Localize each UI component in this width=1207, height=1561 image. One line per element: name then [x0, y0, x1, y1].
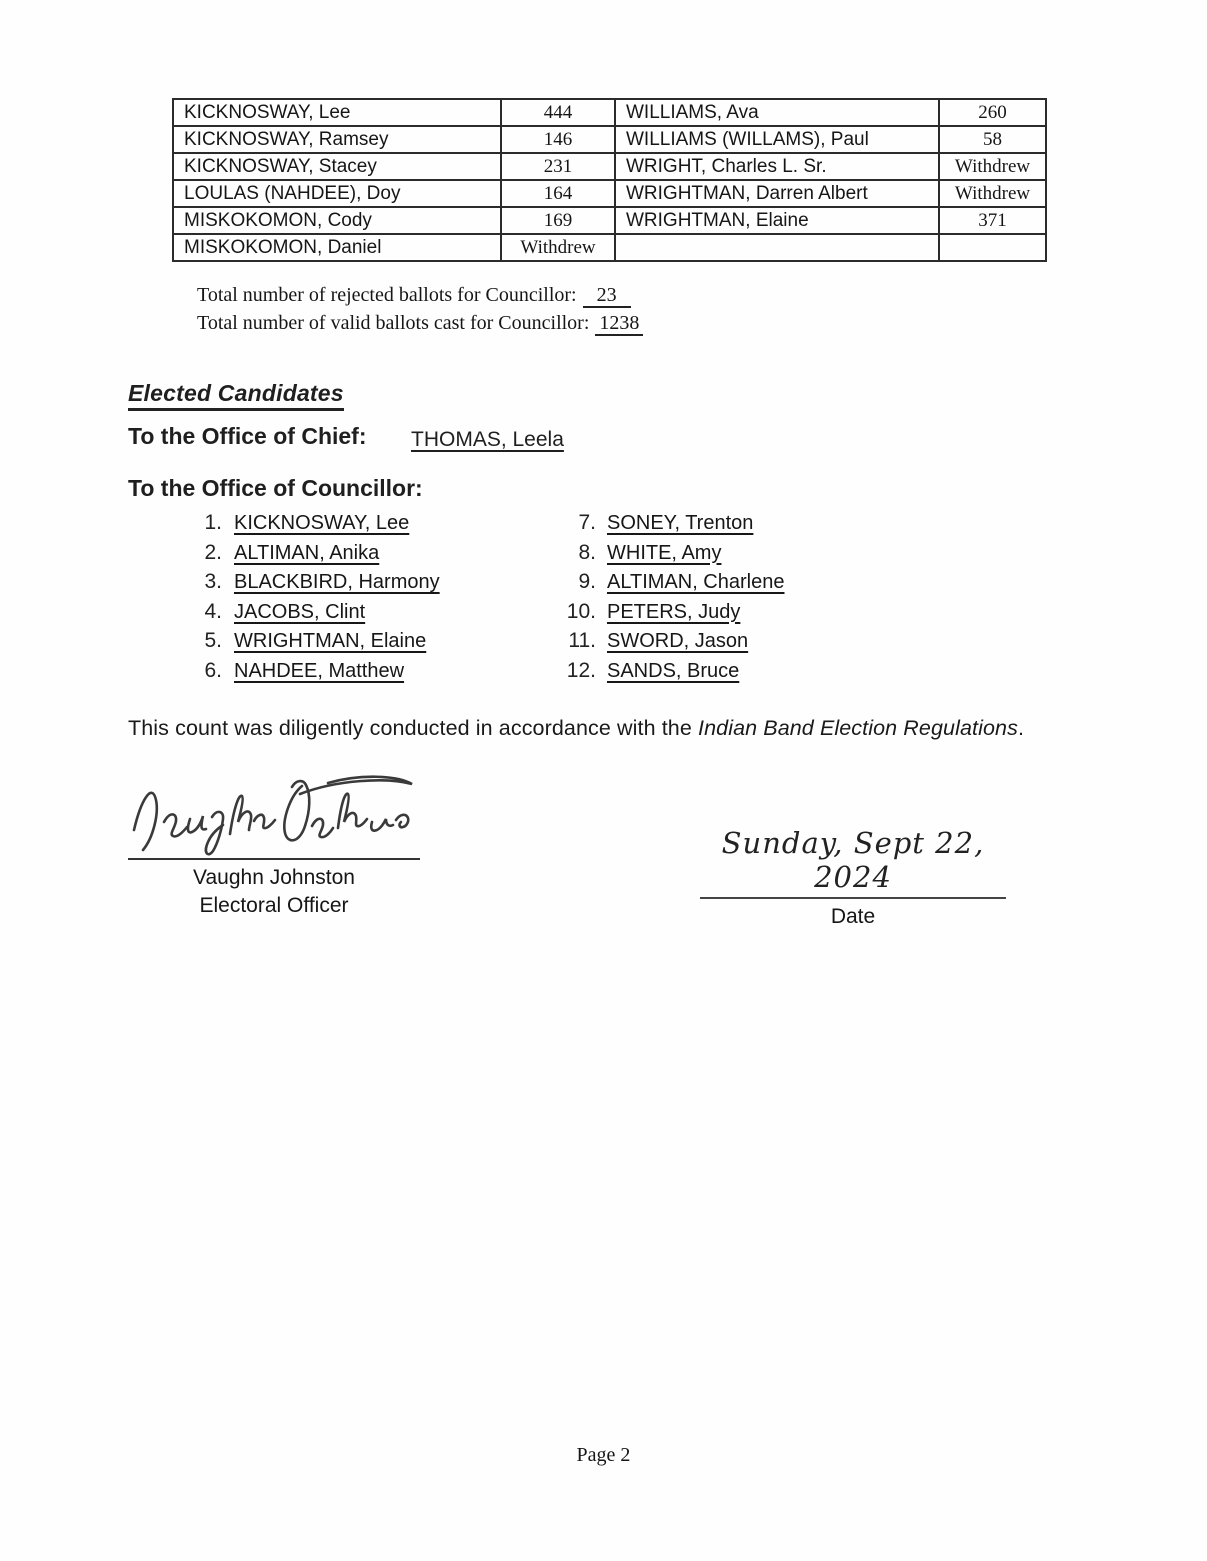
vote-count: 260: [939, 99, 1046, 126]
vote-count: [939, 234, 1046, 261]
table-row: [173, 153, 1046, 180]
list-item: [556, 541, 784, 571]
vote-count: 146: [501, 126, 615, 153]
list-item: [556, 629, 784, 659]
councillor-name: KICKNOSWAY, Lee: [234, 512, 410, 534]
signature-image: [124, 770, 424, 862]
councillor-name: WHITE, Amy: [607, 541, 722, 564]
list-item: [194, 511, 440, 541]
electoral-officer-name: Vaughn Johnston: [193, 866, 355, 889]
councillor-name: WRIGHTMAN, Elaine: [234, 630, 427, 652]
candidate-name: WRIGHT, Charles L. Sr.: [615, 153, 939, 180]
councillor-name: SANDS, Bruce: [607, 659, 740, 682]
statement-prefix: This count was diligently conducted in accordance with the: [128, 716, 698, 740]
valid-ballots-value: 1238: [595, 312, 643, 336]
electoral-officer-title: Electoral Officer: [199, 894, 349, 917]
list-item: [556, 511, 784, 541]
vote-count: 58: [939, 126, 1046, 153]
councillor-name: ALTIMAN, Anika: [234, 541, 380, 564]
elected-candidates-heading: [128, 380, 344, 411]
list-item-number: 2.: [204, 540, 222, 564]
rejected-ballots-value: 23: [583, 284, 631, 308]
councillor-name: BLACKBIRD, Harmony: [234, 571, 440, 593]
councillor-results-table: [172, 98, 1047, 262]
list-item-number: 1.: [204, 511, 222, 534]
signature-line: [128, 858, 420, 860]
councillor-name: NAHDEE, Matthew: [234, 659, 405, 682]
councillor-list-left-column: [194, 511, 440, 688]
list-item: [556, 659, 784, 689]
list-item-number: 5.: [204, 629, 222, 652]
list-item: [194, 541, 440, 571]
rejected-ballots-line: [197, 281, 643, 309]
elected-candidates-heading-text: Elected Candidates: [128, 380, 344, 411]
list-item: [556, 570, 784, 600]
valid-ballots-label: Total number of valid ballots cast for Councillor:: [197, 312, 590, 334]
list-item-number: 3.: [204, 570, 222, 593]
vote-count: 164: [501, 180, 615, 207]
office-of-councillor-label: To the Office of Councillor:: [128, 475, 423, 501]
list-item: [194, 600, 440, 630]
table-row: [173, 126, 1046, 153]
councillor-name: ALTIMAN, Charlene: [607, 571, 785, 593]
vote-count: 231: [501, 153, 615, 180]
table-row: [173, 99, 1046, 126]
date-label: Date: [830, 905, 876, 928]
list-item: [194, 570, 440, 600]
list-item: [556, 600, 784, 630]
vote-count: Withdrew: [501, 234, 615, 261]
table-row: [173, 180, 1046, 207]
attestation-statement: [128, 716, 1024, 741]
ballot-totals: [197, 281, 643, 337]
list-item: [194, 659, 440, 689]
list-item-number: 9.: [578, 570, 596, 593]
councillor-name: SONEY, Trenton: [607, 512, 754, 534]
candidate-name: LOULAS (NAHDEE), Doy: [173, 180, 501, 207]
list-item-number: 6.: [204, 658, 222, 682]
vote-count: Withdrew: [939, 153, 1046, 180]
vote-count: 371: [939, 207, 1046, 234]
candidate-name: KICKNOSWAY, Lee: [173, 99, 501, 126]
office-of-chief-label: To the Office of Chief:: [128, 423, 367, 449]
list-item-number: 11.: [568, 629, 596, 652]
candidate-name: WRIGHTMAN, Darren Albert: [615, 180, 939, 207]
councillor-name: SWORD, Jason: [607, 630, 749, 652]
candidate-name: MISKOKOMON, Daniel: [173, 234, 501, 261]
councillor-name: PETERS, Judy: [607, 600, 741, 623]
elected-chief-name: THOMAS, Leela: [411, 428, 564, 451]
candidate-name: WRIGHTMAN, Elaine: [615, 207, 939, 234]
councillor-list-right-column: [556, 511, 784, 688]
candidate-name: MISKOKOMON, Cody: [173, 207, 501, 234]
handwritten-date: Sunday, Sept 22, 2024: [700, 826, 1006, 899]
candidate-name: WILLIAMS, Ava: [615, 99, 939, 126]
councillor-name: JACOBS, Clint: [234, 600, 366, 623]
candidate-name: KICKNOSWAY, Stacey: [173, 153, 501, 180]
vote-count: 444: [501, 99, 615, 126]
statement-regulation-title: Indian Band Election Regulations: [698, 716, 1018, 740]
list-item: [194, 629, 440, 659]
table-row: [173, 207, 1046, 234]
list-item-number: 12.: [566, 658, 596, 682]
list-item-number: 10.: [566, 599, 596, 623]
statement-suffix: .: [1017, 716, 1025, 740]
rejected-ballots-label: Total number of rejected ballots for Councillor:: [197, 284, 577, 306]
page-number: Page 2: [576, 1444, 631, 1466]
vote-count: Withdrew: [939, 180, 1046, 207]
list-item-number: 4.: [204, 599, 222, 623]
list-item-number: 7.: [578, 511, 596, 534]
candidate-name: KICKNOSWAY, Ramsey: [173, 126, 501, 153]
list-item-number: 8.: [578, 540, 596, 564]
table-row: [173, 234, 1046, 261]
date-block: [700, 826, 1006, 929]
candidate-name: WILLIAMS (WILLAMS), Paul: [615, 126, 939, 153]
vote-count: 169: [501, 207, 615, 234]
valid-ballots-line: [197, 309, 643, 337]
candidate-name: [615, 234, 939, 261]
